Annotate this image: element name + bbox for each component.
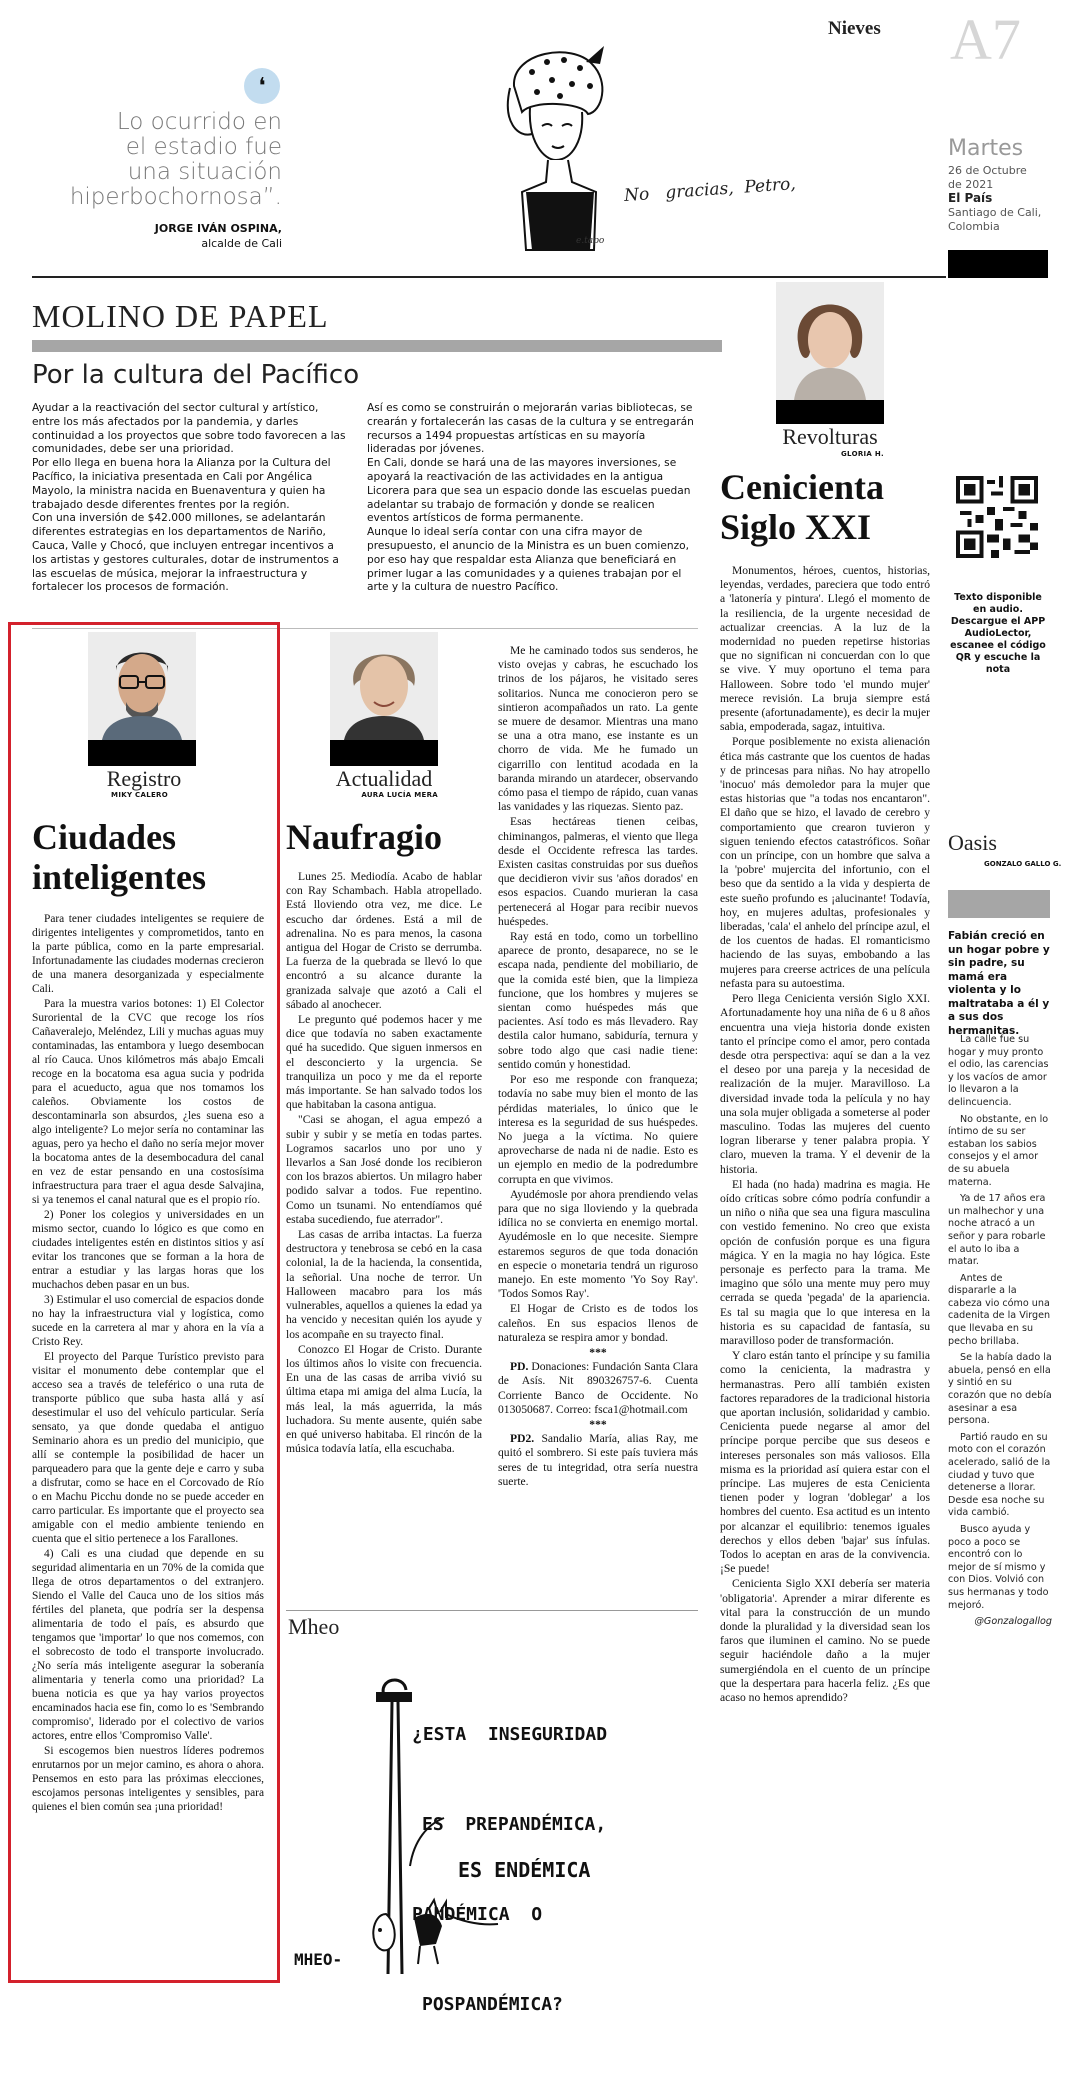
cartoon-top-caption: No gracias, Petro, xyxy=(623,174,797,206)
registro-paragraph: El proyecto del Parque Turístico previsto para visitar el monumento debe contemplar que el acceso sea a través de teleférico o una ruta de transporte público que suba hasta allá y así desestimular el uso del vehículo particular. Sería sensato, ya que donde quedaba el antiguo Seminario ahora es un predio del municipio, que allí se contemple la posibilidad de hacer un parqueadero para que la gente deje e carro y suba a disfrutar, como se hace en el Corcovado de Río o en Machu Picchu donde no se puede acceder en carro particular. Es importante que el proyecto sea amigable con el medio ambiente teniendo en cuenta que el sitio pertenece a los Farallones. xyxy=(32,1351,264,1545)
page-section-name: Nieves xyxy=(828,18,881,39)
oasis-lead: Fabián creció en un hogar pobre y sin padre, su mamá era violenta y lo maltrataba a él y a sus dos hermanitas. xyxy=(948,930,1050,1037)
oasis-paragraph: La calle fue su hogar y muy pronto el odio, las carencias y los vacíos de amor lo llevaron a la delincuencia. xyxy=(948,1034,1049,1108)
qr-code[interactable] xyxy=(956,476,1038,558)
quote-line: Lo ocurrido en xyxy=(116,109,282,135)
portrait-older-woman-icon xyxy=(330,632,438,740)
oasis-paragraph: Ya de 17 años era un malhechor y una noche atracó a un señor y para robarle el auto lo iba a matar. xyxy=(948,1193,1046,1268)
quote-line: hiperbochornosa”. xyxy=(69,184,282,210)
oasis-paragraph: Se la había dado la abuela, pensó en ella y sintió en su corazón que no debía asesinar a esa persona. xyxy=(948,1352,1052,1427)
mheo-cartoon xyxy=(288,1644,696,2015)
revolturas-headline-2: Siglo XXI xyxy=(720,507,872,547)
actualidad-section: Actualidad xyxy=(335,766,433,791)
actualidad-paragraph: Le pregunto qué podemos hacer y me dice que todavía no saben exactamente qué ha sucedido. Que siguen inmersos en el desconcierto y la urgencia. Se tranquiliza un poco y me da el reporte más importante. Se han salvado todos los que habitaban la casona antigua. xyxy=(286,1013,482,1112)
registro-headline-1: Ciudades xyxy=(32,817,177,857)
revolturas-paragraph: Cenicienta Siglo XXI debería ser materia 'obligatoria'. Aprender a mirar diferente es vital para la construcción de un mundo donde la pluralidad y la diversidad sean los faros que iluminen el camino. No se puede seguir haciéndole daño a la mujer sumergiéndola en el cuento de un príncipe que la despertara para hacerla feliz. ¿Es que acaso no hemos aprendido? xyxy=(720,1577,930,1705)
actualidad-paragraph: "Casi se ahogan, el agua empezó a subir y subir y se metía en todas partes. Logramos sacarlos uno por uno y llevarlos a San José donde los recibieron con los brazos abiertos. Un milagro haber podido salvar a todos. Fue repentino. Como un tsunami. No entendíamos qué estaba sucediendo, fue aterrador". xyxy=(286,1113,482,1226)
actualidad-paragraph: Las casas de arriba intactas. La fuerza destructora y tenebrosa se cebó en la casa colonial, la de la hacienda, la consentida, la señorial. Una noche de terror. Un Halloween macabro para los más vulnerables, aquellos a quienes la edad ya ha vencido y necesitan quién los ayude y los acompañe en su trayecto final. xyxy=(286,1228,482,1341)
registro-paragraph: Para la muestra varios botones: 1) El Colector Suroriental de la CVC que recoge los ríos Cañaveralejo, Meléndez, Lili y muchas aguas muy contaminadas, las entambora y luego desembocan al río Cauca. Unos kilómetros más abajo Emcali recoge en la bocatoma esa agua sucia y podrida para el acueducto, agua que nos tomamos los caleños. Obviamente los costos de descontaminarla son absurdos, ¿les suena eso a algo inteligente? Lo mejor sería no contaminar las aguas, pero ya hecho el daño no sería mejor mover la bocatoma antes de la desembocadura del canal en vez de estar pensando en una costosísima infraestructura para traer el agua desde Salvajina, si ya tenemos el canal natural que es el propio río. xyxy=(32,998,264,1206)
mheo-bubble-line: PANDÉMICA O xyxy=(412,1904,543,1925)
registro-paragraph: 3) Estimular el uso comercial de espacios donde no hay la infraestructura vial y logística, como sucede en la carretera al mar y ahora en la vía a Cristo Rey. xyxy=(32,1294,264,1348)
registro-paragraph: Si escogemos bien nuestros líderes podremos enrutarnos por un mejor camino, es ahora o ahora. Pensemos en esto para las próximas elecciones, escojamos personas inteligentes y sensibles, para quienes el bien común sea ¡una prioridad! xyxy=(32,1745,264,1813)
quote-mark-icon: ❛ xyxy=(258,74,266,99)
molino-col-2: Así es como se construirán o mejorarán varias bibliotecas, se crearán y fortalecerán las casas de la cultura y se entregarán recursos a 1494 propuestas artísticas en su mayoría lideradas por jóvenes. En Cali, donde se hará una de las mayores inversiones, se apoyará la reactivación de las actividades en la antigua Licorera para que sea un espacio donde las escuelas puedan adelantar su trabajo de formación y donde se realicen eventos artísticos de forma permanente. Aunque lo ideal sería contar con una cifra mayor de presupuesto, el anuncio de la Ministra es un buen comienzo, por eso hay que respaldar esta Alianza que beneficiará en primer lugar a las comunidades y a quienes trabajan por el arte y la cultura de nuestro Pacífico. xyxy=(367,402,694,594)
actualidad-paragraph: El Hogar de Cristo es de todos los caleños. En sus espacios llenos de naturaleza se respira amor y bondad. xyxy=(498,1302,698,1344)
actualidad-paragraph: Lunes 25. Mediodía. Acabo de hablar con Ray Schambach. Habla atropellado. Está lloviendo otra vez, me dice. Le escucho dar órdenes. Está a mil de adrenalina. No es para menos, la casona antigua del Hogar de Cristo se derrumba. La fuerza de la quebrada se llevó lo que encontró a su alcance durante la granizada salvaje que azotó a Cali el sábado al anochecer. xyxy=(286,870,482,1011)
mheo-bubble-line: ¿ESTA INSEGURIDAD xyxy=(412,1724,608,1745)
revolturas-paragraph: Y claro están tanto el príncipe y su familia como la cenicienta, la madrastra y hermanastras. Pero allí también existen factores reparadores de la tradicional historia que aportan inclusión, solidaridad y cambio. Cenicienta puede negarse al amor del príncipe porque percibe que sus deseos e intereses personales son más valiosos. Ella misma es la prioridad así quiera estar con el príncipe. Las mujeres de esta Cenicienta tienen poder y logran 'doblegar' a los hombres del cuento. Esa actitud es un intento por alcanzar el equilibrio: tenemos iguales derechos y ellos deben 'bajar' sus ínfulas. Todos lo aceptan en aras de la convivencia. ¡Se puede! xyxy=(720,1349,930,1576)
revolturas-body xyxy=(720,564,930,1988)
registro-section: Registro xyxy=(106,766,182,791)
quote-badge xyxy=(244,68,280,104)
date-line-1: 26 de Octubre xyxy=(948,164,1027,177)
mheo-bubble-line: ES PREPANDÉMICA, xyxy=(422,1814,607,1835)
qr-code-icon xyxy=(956,476,1038,558)
oasis-paragraph: Busco ayuda y poco a poco se encontró con lo mejor de sí mismo y con Dios. Volvió con sus hermanas y todo mejoró. xyxy=(948,1523,1049,1611)
registro-headline-2: inteligentes xyxy=(32,857,206,897)
revolturas-author-photo xyxy=(776,282,884,400)
actualidad-paragraph: Conozco El Hogar de Cristo. Durante los últimos años lo visite con frecuencia. En una de las casas de arriba vivió su última etapa mi amiga del alma Lucía, la más leal, la más aguerrida, la más luchadora. Su mente ausente, quién sabe en qué universo habitaba. El rincón de la música todavía latía, ella escuchaba. xyxy=(286,1342,482,1456)
mheo-rule xyxy=(286,1610,698,1611)
mheo-bubble-line: POSPANDÉMICA? xyxy=(422,1994,563,2015)
registro-body xyxy=(32,912,264,1976)
mheo-answer: ES ENDÉMICA xyxy=(458,1858,591,1882)
oasis-paragraph: Partió raudo en su moto con el corazón acelerado, salió de la ciudad y tuvo que detenerse a llorar. Desde esa noche su vida cambió. xyxy=(948,1431,1051,1519)
actualidad-author-photo xyxy=(330,632,438,740)
cartoon-top xyxy=(492,42,620,254)
molino-gray-bar xyxy=(32,340,722,352)
woman-in-turban-drawing-icon xyxy=(492,42,620,254)
actualidad-headline: Naufragio xyxy=(286,817,442,857)
actualidad-pd2 xyxy=(498,1432,698,1489)
actualidad-paragraph: Esas hectáreas tienen ceibas, chiminangos, palmeras, el viento que llega desde el Occidente refresca las tardes. Existen casitas construidas por sus dueños que decidieron vivir sus 'años dorados' en esos espacios. Cuando murieran la casa pertenecerá al Hogar para recibir nuevos huéspedes. xyxy=(498,815,698,928)
city-line-2: Colombia xyxy=(948,220,1000,233)
quote-line: el estadio fue xyxy=(125,134,282,160)
molino-title: Por la cultura del Pacífico xyxy=(32,360,360,390)
actualidad-pd xyxy=(498,1360,698,1417)
pd2-text: Sandalio María, alias Ray, me quitó el sombrero. Si este país tuviera más seres de tu integridad, otra sería nuestra suerte. xyxy=(498,1432,698,1488)
paper-name: El País xyxy=(948,191,993,205)
revolturas-section: Revolturas xyxy=(782,424,878,449)
page-number: A7 xyxy=(950,7,1021,72)
quote-line: una situación xyxy=(127,159,282,185)
oasis-section: Oasis xyxy=(948,830,997,855)
revolturas-photo-bar xyxy=(776,400,884,424)
actualidad-paragraph: Ayudémosle por ahora prendiendo velas para que no siga lloviendo y la quebrada idílica no se convierta en enemigo mortal. Ayudémosle en lo que necesite. Siempre estaremos seguros de que toda donación en especie o monetaria tendrá un riguroso manejo. En este momento 'Yo Soy Ray'. 'Todos Somos Ray'. xyxy=(498,1187,698,1301)
separator-stars: *** xyxy=(589,1345,607,1359)
actualidad-photo-bar xyxy=(330,740,438,766)
cartoon-top-signature: e.tapo xyxy=(576,236,605,246)
actualidad-body-col-1 xyxy=(286,870,482,1598)
actualidad-body-col-2 xyxy=(498,644,698,1598)
quote-role: alcalde de Cali xyxy=(201,237,282,250)
quote-text xyxy=(60,110,282,210)
oasis-body xyxy=(948,1034,1052,1629)
revolturas-paragraph: Porque posiblemente no exista alienación ética más castrante que los cuentos de hadas y de princesas para niñas. No hay atropello 'inocuo' más demoledor para la mujer que estas historias que "a todas nos encantaron". El daño que se hizo, el lavado de cerebro y comportamiento que crearon tuvieron y siguen teniendo efectos catastróficos. Soñar con un príncipe, con un hombre que salva a la 'pobre' mujercita del infortunio, con el beso que da sentido a la vida y despierta de este sueño profundo es ¡alucinante! Todavía, hoy, en mujeres adultas, profesionales y liberadas, 'cala' el anhelo del príncipe azul, el de los cuentos de hadas. El romanticismo haciendo de las suyas, embobando a las mujeres para creerse actrices de una película nefasta para su autoestima. xyxy=(720,735,930,990)
qr-caption-part: , escanee el código QR y escuche la nota xyxy=(950,628,1046,675)
registro-author: MIKY CALERO xyxy=(111,791,168,799)
revolturas-paragraph: El hada (no hada) madrina es magia. He oído críticas sobre cómo podría confundir a un niño o niña que sea una figura masculina con vestido femenino. No creo que exista opción de confusión porque es una figura mágica. Y en la magia no hay lógica. Este personaje es perfecto para la trama. Me imagino que sólo una mente muy pero muy cerrada se queda 'pegada' de la apariencia. Es tal su magia que lo que interesa en la historia es su capacidad de fantasía, su maravilloso poder de transformación. xyxy=(720,1177,930,1347)
registro-paragraph: 4) Cali es una ciudad que depende en su seguridad alimentaria en un 70% de la comida que llega de otros departamentos o del extranjero. Siendo el Valle del Cauca uno de los sitios más fértiles del planeta, que podría ser la despensa alimentaria de todo el país, es absurdo que tengamos que 'importar' lo que nos comemos, con el sobrecosto de todo el transporte involucrado. ¿No sería más inteligente asegurar la soberanía alimentaria y tenerla como una prioridad? La buena noticia es que ya hay varios proyectos encaminados hacia ese fin, como lo es 'Sembrando compromiso', liderado por el colectivo de varios actores, entre ellos 'Compromiso Valle'. xyxy=(32,1548,264,1742)
revolturas-author: GLORIA H. xyxy=(841,450,884,458)
oasis-author: GONZALO GALLO G. xyxy=(984,860,1062,868)
revolturas-paragraph: Pero llega Cenicienta versión Siglo XXI. Afortunadamente hoy una niña de 6 u 8 años encuentra una vieja historia donde existen tanto el príncipe como el amor, pero contada desde otra perspectiva: aquí se dan a la vez el deseo por una pareja y la necesidad de realización de la mujer. Maravilloso. La diversidad invade toda la película y no hay una sola mujer obligada a someterse al poder masculino. Todas las mujeres del cuento logran liberarse y tener palabra propia. Y claro, mueven la trama. Y el devenir de la historia. xyxy=(720,992,930,1176)
qr-caption xyxy=(946,592,1050,676)
mheo-section: Mheo xyxy=(288,1614,340,1639)
pd-text: Donaciones: Fundación Santa Clara de Asís. Nit 890326757-6. Cuenta Corriente Banco de Occidente. No 013050687. Correo: fsca1@hotmail.com xyxy=(498,1360,698,1416)
portrait-man-glasses-icon xyxy=(88,632,196,740)
oasis-handle[interactable]: @Gonzalogallog xyxy=(974,1616,1052,1628)
separator-stars: *** xyxy=(589,1417,607,1431)
registro-author-photo xyxy=(88,632,196,740)
mheo-signature: MHEO- xyxy=(294,1950,343,1969)
registro-photo-bar xyxy=(88,740,196,766)
header-rule xyxy=(32,276,946,278)
weekday: Martes xyxy=(948,136,1024,161)
revolturas-paragraph: Monumentos, héroes, cuentos, historias, leyendas, verdades, pareciera que todo entró a 'latonería y pintura'. Llegó el momento de la resiliencia, de la urgente necesidad de actualizar creencias. A la luz de la modernidad no pueden repetirse historias que no significan ni concuerdan con lo que se vive. Y muy oportuno el tema para Halloween. Sobre todo 'el mundo mujer' merece revisión. La bruja siempre está presente (afortunadamente), es decir la mujer sabia, empoderada, sagaz, intuitiva. xyxy=(720,564,930,734)
quote-author: JORGE IVÁN OSPINA, xyxy=(154,222,282,235)
actualidad-author: AURA LUCÍA MERA xyxy=(361,791,438,799)
revolturas-headline-1: Cenicienta xyxy=(720,467,884,507)
oasis-paragraph: Antes de dispararle a la cabeza vio cómo una cadenita de la Virgen que llevaba en su pecho brillaba. xyxy=(948,1272,1051,1347)
registro-paragraph: Para tener ciudades inteligentes se requiere de dirigentes inteligentes y comprometidos, tanto en la parte pública, como en la parte empresarial. Infortunadamente las ciudades modernas crecieron de una manera desorganizada y especialmente Cali. xyxy=(32,913,264,995)
date-line-2: de 2021 xyxy=(948,178,994,191)
pd-label: PD. xyxy=(510,1360,529,1374)
actualidad-paragraph: Ray está en todo, como un torbellino aparece de pronto, desaparece, no se le escapa nada, pendiente del mobiliario, de que la comida esté bien, que la limpieza funcione, que los hombres y mujeres se sientan como huéspedes más que pacientes. Así todo es más llevadero. Ray destila calor humano, sabiduría, ternura y sobre todo algo que casi nadie tiene: sentido común y honestidad. xyxy=(498,930,698,1071)
oasis-paragraph: No obstante, en lo íntimo de su ser estaban los sabios consejos y el amor de su abuela materna. xyxy=(948,1113,1049,1188)
portrait-woman-icon xyxy=(776,282,884,400)
city-line-1: Santiago de Cali, xyxy=(948,206,1042,219)
registro-paragraph: 2) Poner los colegios y universidades en un mismo sector, cuando lo lógico es que como en ciudades inteligentes estén en distintos sitios y así evitar los trancones que se forman a la hora de entrar a estudiar y las largas horas que los muchachos deben pasar en un bus. xyxy=(32,1209,264,1291)
qr-caption-part: Texto disponible en audio. Descargue el APP xyxy=(950,592,1046,627)
actualidad-paragraph: Me he caminado todos sus senderos, he visto ovejas y cabras, he escuchado los trinos de los pájaros, he visitado seres solitarios. Nunca me conocieron pero se sintieron acompañados un rato. La gente se muere de desamor. Mientras una mano se una a otra mano, ese instante es un chorro de vida. Me he fumado un cigarrillo con lentitud acodada en la baranda mirando un atardecer, observando cómo pasa el tiempo de rápido, cuan vanas las vanidades y las riquezas. Siento paz. xyxy=(498,644,698,814)
actualidad-paragraph: Por eso me responde con franqueza; todavía no sabe muy bien el monto de las pérdidas materiales, lo único que le interesa es la seguridad de sus huéspedes. No juega a la víctima. No quiere aprovecharse de nada ni de nadie. Esto es un ejemplo en medio de la podredumbre corrupta en que vivimos. xyxy=(498,1073,698,1186)
molino-section-title: MOLINO DE PAPEL xyxy=(32,298,329,334)
pd2-label: PD2. xyxy=(510,1432,535,1446)
oasis-gray-bar xyxy=(948,890,1050,918)
header-black-bar xyxy=(948,250,1048,278)
molino-col-1: Ayudar a la reactivación del sector cultural y artístico, entre los más afectados por la pandemia, y darles continuidad a los proyectos que sobre todo favorecen a las comunidades, debe ser una prioridad. Por ello llega en buena hora la Alianza por la Cultura del Pacífico, la iniciativa presentada en Cali por Angélica Mayolo, la ministra nacida en Buenaventura y quien ha trabajado desde diferentes frentes por la región. Con una inversión de $42.000 millones, se adelantarán diferentes estrategias en los departamentos de Nariño, Cauca, Valle y Chocó, que incluyen entregar incentivos a los artistas y gestores culturales, dotar de instrumentos a las escuelas de música, mejorar la infraestructura y fortalecer los procesos de formación. xyxy=(32,402,346,594)
qr-app-name: AudioLector xyxy=(964,628,1028,639)
